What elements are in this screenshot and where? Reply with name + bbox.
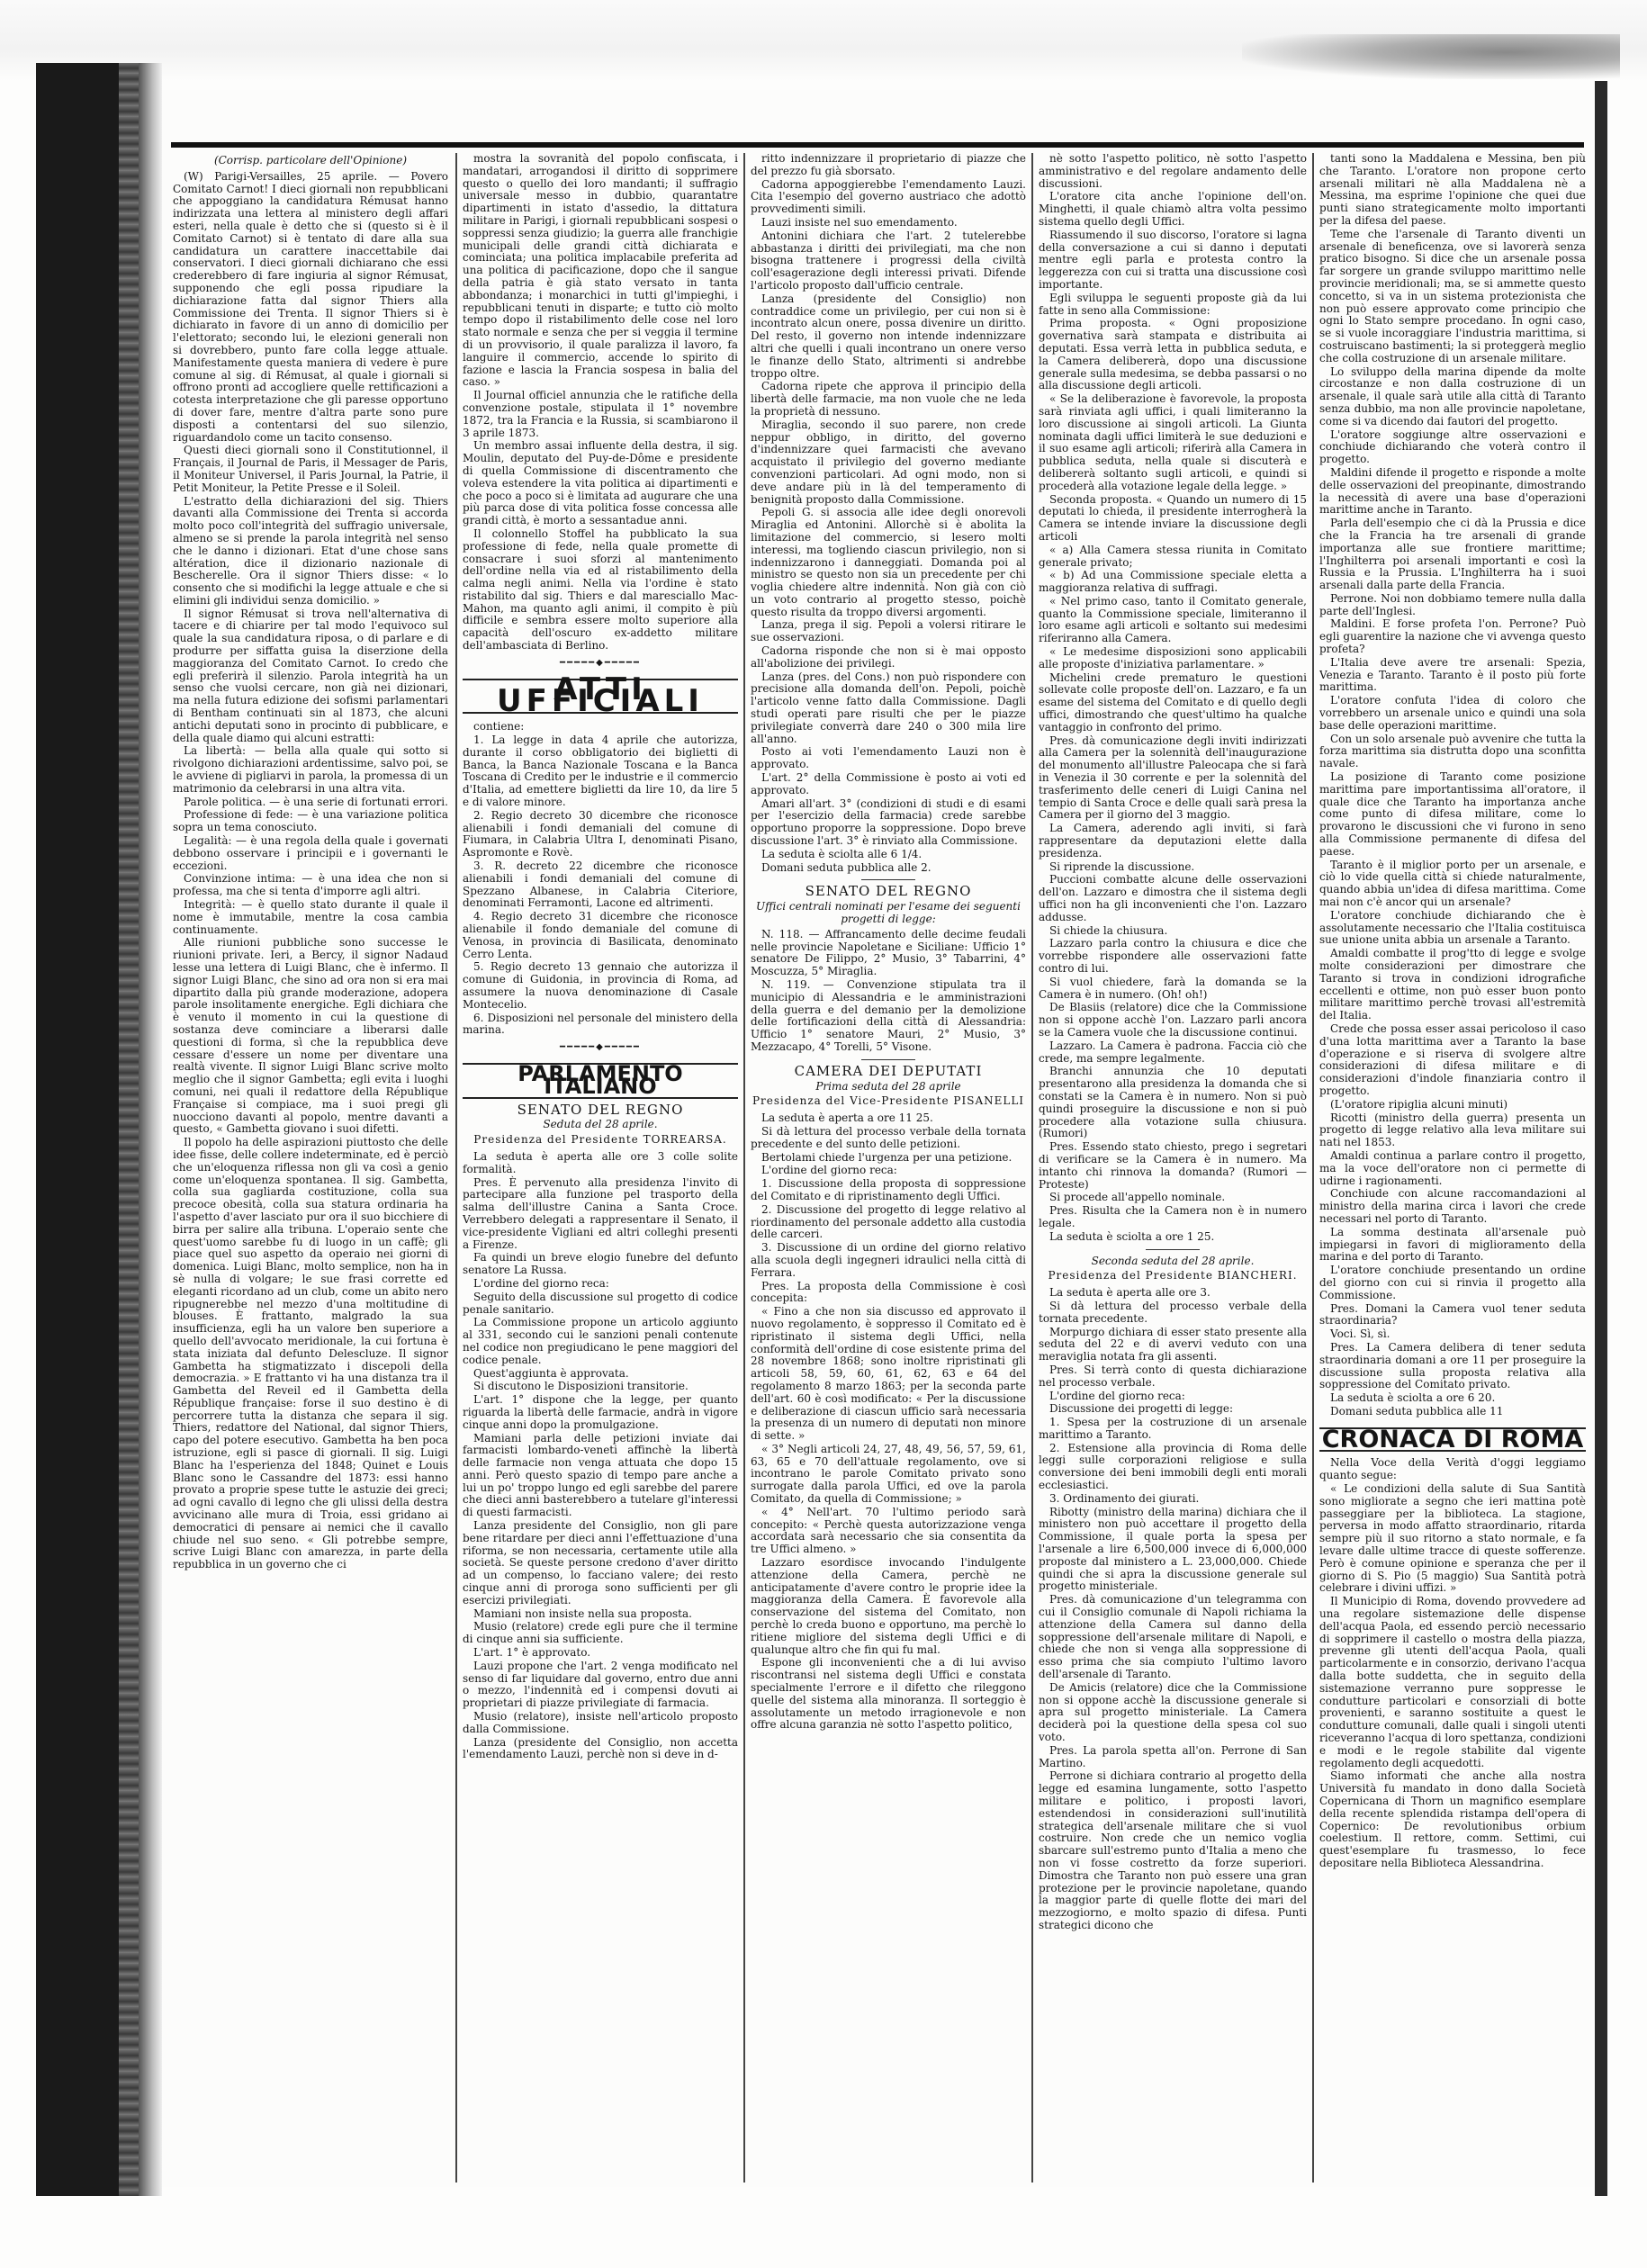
article-paragraph: La seduta è aperta alle ore 3 colle solite formalità. <box>463 1149 738 1175</box>
article-paragraph: Cadorna ripete che approva il principio della libertà delle farmacie, ma non vuole che ne leda la proprietà di nessuno. <box>751 380 1026 418</box>
article-paragraph: Siamo informati che anche alla nostra Università fu mandato in dono dalla Società Copernicana di Thorn un magnifico esemplare della recente splendida ristampa dell'opera di Copernico: De revolutionibus orbium coelestium. Il rettore, comm. Settimi, cui quest'esemplare fu trasmesso, lo fece depositare nella Biblioteca Alessandrina. <box>1319 1769 1586 1869</box>
article-paragraph: L'ordine del giorno reca: <box>473 1276 609 1290</box>
article-paragraph: 3. Discussione di un ordine del giorno relativo alla scuola degli ingegneri idraulici nella città di Ferrara. <box>751 1241 1026 1279</box>
article-paragraph: Seconda proposta. « Quando un numero di 15 deputati lo chieda, il presidente interrogherà la Camera se intende inviare la discussione degli articoli <box>1039 492 1307 543</box>
article-paragraph: Lanza (pres. del Cons.) non può rispondere con precisione alla domanda dell'on. Pepoli, poichè l'articolo venne fatto dalla Commissione. Dagli studi operati pare risulti che per le piazze privilegiate converrà dare 240 o 300 mila lire all'anno. <box>751 670 1026 745</box>
article-paragraph: Lo sviluppo della marina dipende da molte circostanze e non dalla costruzione di un arsenale, il quale sarà utile alla città di Taranto senza dubbio, ma non alle provincie napoletane, come si va dicendo dai fautori del progetto. <box>1319 364 1586 428</box>
article-paragraph: L'art. 1° dispone che la legge, per quanto riguarda la libertà delle farmacie, andrà in vigore cinque anni dopo la promulgazione. <box>463 1393 738 1431</box>
article-paragraph: Con un solo arsenale può avvenire che tutta la forza marittima sia distrutta dopo una sconfitta navale. <box>1319 732 1586 770</box>
article-paragraph: Teme che l'arsenale di Taranto diventi un arsenale di beneficenza, ove si lavorerà senza pratico bisogno. Si dice che un arsenale possa far sorgere un grande sviluppo marittimo nelle provincie meridionali; ma, se si ammette questo concetto, si va in un sistema protezionista che non può essere approvato come principio che ogni lo Stato sempre procedano. In ogni caso, se si vuole incoraggiare l'industria marittima, si costruiscano bastimenti; la si proteggerà meglio che colla costruzione di un arsenale militare. <box>1319 227 1586 364</box>
article-paragraph: mostra la sovranità del popolo confiscata, i mandatari, arrogandosi il diritto di sopprimere questo o quello dei loro mandanti; il suffragio universale messo in dubbio, quarantatre dipartimenti in istato d'assedio, la dittatura militare in Parigi, i giornali repubblicani sospesi o soppressi senza giudizio; la guerra alle franchigie municipali delle grandi città dichiarata e cominciata; una politica implacabile preferita ad una politica di pacificazione, dopo che il sangue della patria è già stato versato in tanta abbondanza; i monarchici in tutti gl'impieghi, i repubblicani tenuti in disparte; e tutto ciò molto tempo dopo il ristabilimento delle cose nel loro stato normale e senza che per si veggia il termine di un provvisorio, il quale paralizza il lavoro, fa languire il commercio, accende lo spirito di fazione e lascia la Francia sospesa in balia del caso. » <box>463 153 738 389</box>
uffici-list <box>751 929 1026 1054</box>
column-2 <box>463 153 738 2182</box>
article-paragraph: Amaldi continua a parlare contro il progetto, ma la voce dell'oratore non ci permette di udirne i ragionamenti. <box>1319 1148 1586 1187</box>
article-paragraph: La Commissione propone un articolo aggiunto al 331, secondo cui le sanzioni penali contenute nel codice non pregiudicano le pene maggiori del codice penale. <box>463 1316 738 1366</box>
article-paragraph: Domani seduta pubblica alle 11 <box>1330 1404 1504 1418</box>
article-paragraph: Lazzaro esordisce invocando l'indulgente attenzione della Camera, perchè ne anticipatamente d'avere contro le proprie idee la maggioranza della Camera. È favorevole alla conservazione del sistema del Comitato, non perchè lo creda buono e opportuno, ma perchè lo ritiene migliore del sistema degli Uffici e di qualunque altro che fin qui fu mal. <box>751 1556 1026 1656</box>
article-paragraph: L'Italia deve avere tre arsenali: Spezia, Venezia e Taranto. Taranto è il posto più forte marittima. <box>1319 655 1586 694</box>
divider <box>861 879 915 880</box>
article-paragraph: Lanza, prega il sig. Pepoli a volersi ritirare le sue osservazioni. <box>751 618 1026 644</box>
right-page-edge <box>1595 81 1607 2196</box>
article-paragraph: nè sotto l'aspetto politico, nè sotto l'aspetto amministrativo e del regolare andamento delle discussioni. <box>1039 153 1307 190</box>
article-paragraph: Domani seduta pubblica alle 2. <box>761 860 932 874</box>
article-paragraph: Fa quindi un breve elogio funebre del defunto senatore La Russa. <box>463 1251 738 1277</box>
article-paragraph: Questi dieci giornali sono il Constitutionnel, il Français, il Journal de Paris, il Messager de Paris, il Moniteur Universel, il Paris Journal, la Patrie, il Petit Moniteur, la Petite Presse e il Soleil. <box>173 444 448 494</box>
article-paragraph: Il Municipio di Roma, dovendo provvedere ad una regolare sistemazione delle dispense dell'acqua Paola, ed essendo perciò necessario di sopprimere il castello o mostra della piazza, prevenne gli utenti dell'acqua Paola, quali particolarmente e in consorzio, derivano l'acqua dalla botte suddetta, che in seguito della sistemazione verranno pure soppresse le condutture particolari e consorziali di botte provenienti, e saranno sostituite a quest le condutture comunali, dalle quali i singoli utenti riceveranno l'acqua di loro spettanza, condizioni e modi e le regole stabilite dal vigente regolamento degli acquedotti. <box>1319 1595 1586 1769</box>
article-paragraph: L'art. 2° della Commissione è posto ai voti ed approvato. <box>751 771 1026 796</box>
article-paragraph: L'ordine del giorno reca: <box>761 1164 897 1177</box>
article-paragraph: N. 119. — Convenzione stipulata tra il municipio di Alessandria e le amministrazioni della guerra e del demanio per la demolizione delle fortificazioni della città di Alessandria: Ufficio 1° senatore Mauri, 2° Musio, 3° Mezzacapo, 4° Torelli, 5° Visone. <box>751 978 1026 1053</box>
article-paragraph: « Le condizioni della salute di Sua Santità sono migliorate a segno che ieri mattina potè passeggiare per la biblioteca. La stagione, perversa in modo affatto straordinario, ritarda sempre più il suo ritorno a stato normale, e fa levare dalle ultime tracce di queste sofferenze. Però è comune opinione e speranza che per il giorno di S. Pio (5 maggio) Sua Santità potrà celebrare i divini uffizi. » <box>1319 1482 1586 1595</box>
uffici-title: Uffici centrali nominati per l'esame dei seguenti progetti di legge: <box>756 900 1021 926</box>
article-paragraph: Michelini crede prematuro le questioni sollevate colle proposte dell'on. Lazzaro, e fa un esame del sistema del Comitato e di quello degli uffici, dimostrando che quest'ultimo ha qualche vantaggio in confronto del primo. <box>1039 670 1307 734</box>
article-paragraph: Espone gli inconvenienti che a di lui avviso riscontransi nel sistema degli Uffici e constata specialmente l'errore e il difetto che rileggono quelle del sistema alla minoranza. Il sorteggio è assolutamente un metodo irragionevole e non offre alcuna garanzia nè sotto l'aspetto politico, <box>751 1656 1026 1732</box>
article-paragraph: tanti sono la Maddalena e Messina, ben più che Taranto. L'oratore non propone certo arsenali militari nè alla Maddalena nè a Messina, ma esprime l'opinione che quei due punti siano strategicamente molto importanti per la difesa del paese. <box>1319 153 1586 227</box>
article-paragraph: Perrone si dichiara contrario al progetto della legge ed esamina lungamente, sotto l'aspetto militare e politico, i proposti lavori, estendendosi in considerazioni sull'inutilità strategica dell'arsenale militare che si vuol costruire. Non crede che un nemico voglia sbarcare sull'estremo punto d'Italia a meno che non vi fosse costretto da forze superiori. Dimostra che Taranto non può essere una gran protezione per le provincie napoletane, quando la maggior parte di quelle flotte dei mari del mezzogiorno, e molto spazio di difesa. Punti strategici dicono che <box>1039 1769 1307 1931</box>
article-paragraph: Amaldi combatte il prog'tto di legge e svolge molte considerazioni per dimostrare che Taranto si trova in condizioni idrografiche eccellenti e ottime, non può esser buon ponto militare marittimo perchè trovasi all'estremità del Italia. <box>1319 947 1586 1022</box>
column-5 <box>1319 153 1586 2182</box>
page-gutter-shadow <box>139 63 162 2196</box>
article-paragraph: N. 118. — Affrancamento delle decime feudali nelle provincie Napoletane e Siciliane: Ufficio 1° senatore De Filippo, 2° Musio, 3° Tabarrini, 4° Moscuzza, 5° Miraglia. <box>751 927 1026 978</box>
article-paragraph: Si dà lettura del processo verbale della tornata precedente e del sunto delle petizioni. <box>751 1124 1026 1150</box>
binding-stitching <box>119 63 139 2196</box>
article-paragraph: Puccioni combatte alcune delle osservazioni dell'on. Lazzaro e dimostra che il sistema degli uffici non ha gli inconvenienti che l'on. Lazzaro addusse. <box>1039 873 1307 923</box>
article-paragraph: Antonini dichiara che l'art. 2 tutelerebbe abbastanza i diritti dei privilegiati, ma che non bisogna trattenere i progressi della civiltà coll'esagerazione degli interessi privati. Difende l'articolo proposto dall'ufficio centrale. <box>751 229 1026 292</box>
senate-presidency: Presidenza del Presidente TORREARSA. <box>473 1133 727 1147</box>
article-paragraph: « Nel primo caso, tanto il Comitato generale, quanto la Commissione speciale, limiteranno il loro esame agli articoli e soltanto sui medesimi riferiranno alla Camera. <box>1039 594 1307 645</box>
second-session-presidency: Presidenza del Presidente BIANCHERI. <box>1048 1269 1298 1282</box>
article-paragraph: contiene: <box>473 720 525 734</box>
article-paragraph: (L'oratore ripiglia alcuni minuti) <box>1330 1097 1508 1111</box>
article-paragraph: Si vuol chiedere, farà la domanda se la Camera è in numero. (Oh! oh!) <box>1039 975 1307 1001</box>
article-paragraph: « Se la deliberazione è favorevole, la proposta sarà rinviata agli uffici, i quali limiteranno la loro discussione ai singoli articoli. La Giunta nominata dagli uffici limiterà le sue deduzioni e il suo esame agli articoli; riferirà alla Camera in pubblica seduta, nella quale si discuterà e delibererà soltanto sugli articoli, e quindi si procederà alla votazione legale della legge. » <box>1039 392 1307 492</box>
article-paragraph: Si dà lettura del processo verbale della tornata precedente. <box>1039 1299 1307 1325</box>
article-paragraph: La Camera, aderendo agli inviti, si farà rappresentare da deputazioni elette dalla presidenza. <box>1039 822 1307 860</box>
article-paragraph: Lanza (presidente del Consiglio) non contraddice come un privilegio, per cui non si è incontrato alcun onere, possa divenire un diritto. Del resto, il governo non intende indennizzare altri che quelli i quali incontrano un onere verso le finanze dello Stato, altrimenti si andrebbe troppo oltre. <box>751 292 1026 380</box>
article-paragraph: 3. R. decreto 22 dicembre che riconosce alienabili i fondi demaniali del comune di Spezzano Albanese, in Calabria Citeriore, denominati Ferramonti, Lacone ed altrimenti. <box>463 860 738 910</box>
article-paragraph: Si procede all'appello nominale. <box>1049 1191 1226 1204</box>
article-paragraph: Lazzaro. La Camera è padrona. Faccia ciò che crede, ma sempre legalmente. <box>1039 1039 1307 1065</box>
article-paragraph: Il popolo ha delle aspirazioni piuttosto che delle idee fisse, delle collere indeterminate, ed è perciò che un'eloquenza riflessa non gli va così a genio come un'eloquenza spontanea. Il sig. Gambetta, colla sua gagliarda costituzione, colla sua precoce obesità, colla sua statura ordinaria ha l'aspetto d'aver lasciato pur ora il suo bicchiere di birra per salire alla tribuna. L'operaio sente che quest'uomo sarebbe fu di luogo in un caffè; gli piace quel suo aspetto da operaio nei giorni di domenica. Luigi Blanc, molto semplice, non ha in sè nulla di volgare; le sue frasi corrette ed eleganti ricordano ad un club, come un abito nero ripugnerebbe nel mezzo d'una moltitudine di blouses. È frattanto, malgrado la sua insufficienza, egli ha un valore ben superiore a quello dell'avvocato meridionale, la cui fortuna è stata iniziata dal defunto Delescluze. Il signor Gambetta ha stigmatizzato i discepoli della democrazia. » E frattanto vi ha una distanza tra il Gambetta del Reveil ed il Gambetta della République française: forse il suo destino è di percorrere tutta la distanza che separa il sig. Thiers, redattore del National, dal signor Thiers, capo del potere esecutivo. Gambetta ha ben poca istruzione, egli si pasce di giornali. Il sig. Luigi Blanc ha l'esperienza del 1848; Quinet e Louis Blanc sono le Cassandre del 1873: essi hanno provato a proprie spese tutte le astuzie dei greci; ad ogni cavallo di legno che gli ulissi della destra avvicinano alle mura di Troia, essi gridano ai democratici di pensare ai nemici che il cavallo chiude nel suo seno. « Gli potrebbe sempre, scrive Luigi Blanc con amarezza, in parte della repubblica in un governo che ci <box>173 1136 448 1571</box>
article-paragraph: L'estratto della dichiarazioni del sig. Thiers davanti alla Commissione dei Trenta si accorda molto poco coll'integrità del suffragio universale, almeno se si prende la parola integrità nel senso che le danno i dizionari. Etat d'une chose sans altération, dice il dizionario nazionale di Bescherelle. Ora il signor Thiers disse: « lo consento che si modifichi la legge attuale e che si elimini gli individui senza domicilio. » <box>173 494 448 607</box>
article-paragraph: Riassumendo il suo discorso, l'oratore si lagna della conversazione a cui si danno i deputati mentre egli parla e protesta contro la leggerezza con cui si tratta una discussione così importante. <box>1039 228 1307 291</box>
camera-proceedings <box>751 1112 1026 1732</box>
article-paragraph: Alle riunioni pubbliche sono successe le riunioni private. Ieri, a Bercy, il signor Nadaud lesse una lettera di Luigi Blanc, che è infermo. Il signor Luigi Blanc, che sino ad ora non si era mai dipartito dalla più grande moderazione, adopera parole insolitamente energiche. Egli dichiara che è venuto il momento in cui la questione di sostanza deve cominciare a liberarsi dalle questioni di forma, sì che la repubblica deve cessare d'essere un nome per diventare una realtà vivente. Il signor Luigi Blanc scrive molto meglio che il signor Gambetta; egli evita i luoghi comuni, nei quali il redattore della République Française si compiace, ma i suoi pregi gli nuocciono davanti al popolo, mentre davanti a questo, « Gambetta giovano i suoi difetti. <box>173 936 448 1136</box>
article-paragraph: 1. La legge in data 4 aprile che autorizza, durante il corso obbligatorio dei biglietti di Banca, la Banca Nazionale Toscana e la Banca Toscana di Credito per le industrie e il commercio d'Italia, ad emettere biglietti da lire 10, da lire 5 e di valore minore. <box>463 734 738 809</box>
article-paragraph: Mamiani parla delle petizioni inviate dai farmacisti lombardo-veneti affinchè la libertà delle farmacie non venga attuata che dopo 15 anni. Però questo spazio di tempo pare anche a lui un po' troppo lungo ed egli sarebbe del parere che dieci anni basterebbero a tutelare gl'interessi di questi farmacisti. <box>463 1431 738 1519</box>
article-paragraph: Il signor Rémusat si trova nell'alternativa di tacere e di chiarire per tal modo l'equivoco sul quale la sua candidatura riposa, o di parlare e di produrre per siffatta guisa la diserzione della maggioranza del Comitato Carnot. Io credo che egli preferirà il silenzio. Parola integrità ha un senso che vuolsi cercare, non già nei dizionari, ma nella futura edizione dei sofismi parlamentari di Bentham continuati sin al 1873, che alcuni antichi deputati sono in procinto di pubblicare, e della quale diamo qui alcuni estratti: <box>173 607 448 744</box>
parlamento-heading: PARLAMENTO ITALIANO <box>463 1063 738 1099</box>
article-paragraph: Conchiude con alcune raccomandazioni al ministro della marina circa i lavori che crede necessari nel porto di Taranto. <box>1319 1187 1586 1225</box>
article-paragraph: Lauzi insiste nel suo emendamento. <box>761 215 958 229</box>
article-paragraph: Convinzione intima: — è una idea che non si professa, ma che si tenta d'imporre agli altri. <box>173 872 448 898</box>
senate-session-date: Seduta del 28 aprile. <box>543 1118 658 1131</box>
scan-shadow-smudge <box>1242 34 1620 79</box>
column-1 <box>173 153 448 2182</box>
column-5-body <box>1319 153 1586 1418</box>
article-paragraph: Musio (relatore) crede egli pure che il termine di cinque anni sia sufficiente. <box>463 1620 738 1646</box>
article-paragraph: « Fino a che non sia discusso ed approvato il nuovo regolamento, è soppresso il Comitato ed è ripristinato il sistema degli Uffici, nella conformità dell'ordine di cose esistente prima del 28 novembre 1868; sono inoltre ripristinati gli articoli 58, 59, 60, 61, 62, 63 e 64 del regolamento 8 marzo 1863; per la seconda parte dell'art. 60 è così modificato: « Per la discussione e deliberazione di ciascun ufficio sarà necessaria la presenza di un numero di deputati non minore di sette. » <box>751 1305 1026 1443</box>
article-paragraph: Pres. Domani la Camera vuol tener seduta straordinaria? <box>1319 1301 1586 1328</box>
section-ornament: ━━━━━◆━━━━━ <box>560 1042 641 1053</box>
article-paragraph: 2. Discussione del progetto di legge relativo al riordinamento del personale addetto alla custodia delle carceri. <box>751 1202 1026 1241</box>
article-paragraph: Lanza (presidente del Consiglio, non accetta l'emendamento Lauzi, perchè non si deve in d- <box>463 1735 738 1761</box>
article-paragraph: Pres. Essendo stato chiesto, prego i segretari di verificare se la Camera è in numero. Ma intanto chi rinnova la domanda? (Rumori — Proteste) <box>1039 1140 1307 1191</box>
article-paragraph: Pres. Si terrà conto di questa dichiarazione nel processo verbale. <box>1039 1363 1307 1389</box>
article-paragraph: « 4° Nell'art. 70 l'ultimo periodo sarà concepito: « Perchè questa autorizzazione venga accordata sarà necessario che sia consentita da tre Uffici almeno. » <box>751 1505 1026 1556</box>
article-paragraph: Il Journal officiel annunzia che le ratifiche della convenzione postale, stipulata il 1° novembre 1872, tra la Francia e la Russia, si scambiarono il 3 aprile 1873. <box>463 389 738 439</box>
column-2-body <box>463 153 738 652</box>
article-paragraph: Pres. La Camera delibera di tener seduta straordinaria domani a ore 11 per proseguire la discussione sulla proposta relativa alla soppressione del Comitato privato. <box>1319 1340 1586 1391</box>
article-paragraph: Pres. dà comunicazione d'un telegramma con cui il Consiglio comunale di Napoli richiama la attenzione della Camera sul danno della soppressione dell'arsenale militare di Napoli, e chiede che non si venga alla soppressione di esso prima che sia compiuto l'ultimo lavoro dell'arsenale di Taranto. <box>1039 1593 1307 1681</box>
article-paragraph: L'art. 1° è approvato. <box>473 1646 591 1660</box>
article-paragraph: Il colonnello Stoffel ha pubblicato la sua professione di fede, nella quale promette di consacrare i suoi sforzi al mantenimento dell'ordine nella via ed al ristabilimento della calma negli animi. Nella via l'ordine è stato ristabilito dal sig. Thiers e dal maresciallo Mac-Mahon, ma quanto agli animi, il compito è più difficile e sembra essere molto superiore alla capacità dell'oscuro ex-addetto militare dell'ambasciata di Berlino. <box>463 526 738 652</box>
article-paragraph: Musio (relatore), insiste nell'articolo proposto dalla Commissione. <box>463 1710 738 1735</box>
divider <box>861 1059 915 1060</box>
camera-presidency: Presidenza del Vice-Presidente PISANELLI <box>752 1094 1025 1108</box>
column-4-body <box>1039 153 1307 1244</box>
senate-title: SENATO DEL REGNO <box>517 1101 684 1118</box>
article-paragraph: La somma destinata all'arsenale può impiegarsi in favori di miglioramento della marina e del porto di Taranto. <box>1319 1225 1586 1264</box>
article-paragraph: Cadorna appoggierebbe l'emendamento Lauzi. Cita l'esempio del governo austriaco che adottò provvedimenti simili. <box>751 177 1026 216</box>
camera-session-date: Prima seduta del 28 aprile <box>815 1079 961 1093</box>
article-paragraph: Mamiani non insiste nella sua proposta. <box>473 1606 692 1620</box>
article-paragraph: Pres. Risulta che la Camera non è in numero legale. <box>1039 1204 1307 1229</box>
article-paragraph: Miraglia, secondo il suo parere, non crede neppur obbligo, in diritto, del governo d'indennizzare quei farmacisti che avevano acquistato il privilegio del governo mediante convenzioni particolari. Ad ogni modo, non si deve andare più in là del temperamento di benignità proposto dalla Commissione. <box>751 418 1026 506</box>
article-paragraph: Ricotti (ministro della guerra) presenta un progetto di legge relativo alla leva militare sui nati nel 1853. <box>1319 1111 1586 1149</box>
cronaca-body <box>1319 1457 1586 1869</box>
article-paragraph: Parla dell'esempio che ci dà la Prussia e dice che la Francia ha tre arsenali di grande importanza alle sue frontiere marittime; l'Inghilterra poi arsenali importanti e così la Russia e la Prussia. L'Inghilterra ha i suoi arsenali dalla parte della Francia. <box>1319 517 1586 592</box>
article-paragraph: Lanza presidente del Consiglio, non gli pare bene ritardare per dieci anni l'effettuazione d'una riforma, se non necessaria, certamente utile alla società. Se queste persone credono d'aver diritto ad un compenso, lo facciano valere; dei resto cinque anni di proroga sono sufficienti per gli esercizi privilegiati. <box>463 1519 738 1606</box>
article-paragraph: La seduta è sciolta alle 6 1/4. <box>761 847 922 860</box>
header-rule <box>171 142 1584 148</box>
article-paragraph: Branchi annunzia che 10 deputati presentarono alla presidenza la domanda che si constati se la Camera è in numero. Non si può quindi proseguire la discussione e non si può procedere alla votazione sulla chiusura. (Rumori) <box>1039 1065 1307 1140</box>
article-paragraph: « a) Alla Camera stessa riunita in Comitato generale privato; <box>1039 543 1307 569</box>
article-paragraph: Taranto è il miglior porto per un arsenale, e ciò lo vide quella città si chiede naturalmente, quando abbia un'idea di difesa marittima. Come mai non c'è ancor qui un arsenale? <box>1319 858 1586 909</box>
senate-title: SENATO DEL REGNO <box>805 883 972 900</box>
column-rule <box>1312 153 1314 2182</box>
second-session-date: Seconda seduta del 28 aprile. <box>1091 1254 1255 1267</box>
second-session-proceedings <box>1039 1287 1307 1932</box>
article-paragraph: Cadorna risponde che non si è mai opposto all'abolizione dei privilegi. <box>751 644 1026 670</box>
atti-ufficiali-body <box>463 721 738 1037</box>
camera-title: CAMERA DEI DEPUTATI <box>794 1062 983 1079</box>
section-ornament: ━━━━━◆━━━━━ <box>560 657 641 668</box>
column-rule <box>1031 153 1033 2182</box>
column-3 <box>751 153 1026 2182</box>
article-paragraph: La seduta è sciolta a ore 1 25. <box>1049 1229 1215 1243</box>
article-paragraph: Si riprende la discussione. <box>1049 860 1195 873</box>
article-paragraph: De Blasiis (relatore) dice che la Commissione non si oppone acchè l'on. Lazzaro parli ancora se la Camera vuole che la discussione continui. <box>1039 1001 1307 1039</box>
article-paragraph: Perrone. Noi non dobbiamo temere nulla dalla parte dell'Inglesi. <box>1319 591 1586 617</box>
article-paragraph: 2. Estensione alla provincia di Roma delle leggi sulle corporazioni religiose e sulla conversione dei beni immobili degli enti morali ecclesiastici. <box>1039 1441 1307 1492</box>
article-paragraph: Maldini. E forse profeta l'on. Perrone? Può egli guarentire la nazione che vi avvenga questo profeta? <box>1319 617 1586 656</box>
article-paragraph: La posizione di Taranto come posizione marittima pare importantissima all'oratore, il quale dice che Taranto ha importanza anche come punto di difesa militare, come lo provarono le discussioni che vi furono in seno alla Commissione permanente di difesa del paese. <box>1319 770 1586 858</box>
article-paragraph: De Amicis (relatore) dice che la Commissione non si oppone acchè la discussione generale si apra sul progetto ministeriale. La Camera deciderà poi la questione della spesa col suo voto. <box>1039 1680 1307 1744</box>
column-rule <box>743 153 745 2182</box>
article-paragraph: Voci. Sì, sì. <box>1330 1328 1390 1341</box>
article-paragraph: « Le medesime disposizioni sono applicabili alle proposte d'iniziativa parlamentare. » <box>1039 645 1307 670</box>
article-paragraph: L'ordine del giorno reca: <box>1049 1389 1185 1402</box>
senate-proceedings <box>463 1151 738 1761</box>
divider <box>1146 1249 1200 1250</box>
article-paragraph: Lauzi propone che l'art. 2 venga modificato nel senso di far liquidare dal governo, entro due anni o mezzo, l'indennità ed i compensi dovuti ai proprietari di piazze privilegiate di farmacia. <box>463 1659 738 1710</box>
column-4 <box>1039 153 1307 2182</box>
article-paragraph: Ribotty (ministro della marina) dichiara che il ministero non può accettare il progetto della Commissione, il quale porta la spesa per l'arsenale a lire 6,500,000 invece di 6,000,000 proposte dal ministero a L. 23,000,000. Chiede quindi che si apra la discussione generale sul progetto ministeriale. <box>1039 1505 1307 1593</box>
correspondent-credit: (Corrisp. particolare dell'Opinione) <box>213 154 408 166</box>
cronaca-di-roma-heading: CRONACA DI ROMA <box>1319 1427 1586 1453</box>
column-3-body <box>751 153 1026 874</box>
article-paragraph: 1. Discussione della proposta di soppressione del Comitato e di ripristinamento degli Uffici. <box>751 1177 1026 1202</box>
article-paragraph: « 3° Negli articoli 24, 27, 48, 49, 56, 57, 59, 61, 63, 65 e 70 dell'attuale regolamento, ove si incontrano le parole Comitato privato sono surrogate dalla parola Uffici, ed ove la parola Comitato, da quella di Commissione; » <box>751 1442 1026 1506</box>
article-paragraph: Integrità: — è quello stato durante il quale il nome è immutabile, mentre la cosa cambia continuamente. <box>173 898 448 936</box>
article-paragraph: Pepoli G. si associa alle idee degli onorevoli Miraglia ed Antonini. Allorchè si è abolita la limitazione del commercio, si lesero molti interessi, ma togliendo ciascun privilegio, non si indennizzarono i danneggiati. Domanda poi al ministro se questo non sia un precedente per chi voglia chiedere altre indennità. Non già con ciò un voto contrario al progetto stesso, poichè questo risulta da troppo diversi argomenti. <box>751 506 1026 618</box>
article-paragraph: L'oratore confuta l'idea di coloro che vorrebbero un arsenale unico e quindi una sola base delle operazioni marittime. <box>1319 694 1586 732</box>
article-paragraph: Pres. dà comunicazione degli inviti indirizzati alla Camera per la solennità dell'inaugurazione del monumento all'illustre Paleocapa che si farà in Venezia il 30 corrente e per la solennità del trasferimento delle ceneri di Luigi Canina nel tempio di Santa Croce e delle quali sarà presa la Camera per il giorno del 3 maggio. <box>1039 734 1307 822</box>
article-paragraph: Seguito della discussione sul progetto di codice penale sanitario. <box>463 1290 738 1316</box>
article-paragraph: Morpurgo dichiara di esser stato presente alla seduta del 22 e di avervi veduto con una meraviglia notata fra gli assenti. <box>1039 1325 1307 1364</box>
article-paragraph: 3. Ordinamento dei giurati. <box>1049 1491 1200 1505</box>
article-paragraph: Si chiede la chiusura. <box>1049 923 1168 937</box>
article-paragraph: « b) Ad una Commissione speciale eletta a maggioranza relativa di suffragi. <box>1039 569 1307 595</box>
article-paragraph: Nella Voce della Verità d'oggi leggiamo quanto segue: <box>1319 1456 1586 1482</box>
article-paragraph: 5. Regio decreto 13 gennaio che autorizza il comune di Guidonia, in provincia di Roma, ad assumere la nuova denominazione di Casale Montecelio. <box>463 960 738 1011</box>
article-paragraph: L'oratore soggiunge altre osservazioni e conchiude dichiarando che voterà contro il progetto. <box>1319 428 1586 466</box>
article-paragraph: Legalità: — è una regola della quale i governati debbono osservare i principii e i governanti le eccezioni. <box>173 834 448 872</box>
column-1-body <box>173 171 448 1571</box>
article-paragraph: Lazzaro parla contro la chiusura e dice che vorrebbe rispondere alle osservazioni fatte contro di lui. <box>1039 937 1307 975</box>
article-paragraph: La libertà: — bella alla quale qui sotto si rivolgono dichiarazioni ardentissime, salvo poi, se le avviene di pigliarvi in parola, la promessa di un matrimonio da celebrarsi in una altra vita. <box>173 744 448 795</box>
article-paragraph: ritto indennizzare il proprietario di piazze che del prezzo fu già sborsato. <box>751 153 1026 177</box>
article-paragraph: L'oratore conchiude presentando un ordine del giorno con cui si rinvia il progetto alla Commissione. <box>1319 1264 1586 1301</box>
article-paragraph: Un membro assai influente della destra, il sig. Moulin, deputato del Puy-de-Dôme e presidente di quella Commissione di discentramento che voleva estendere la vita politica ai dipartimenti e che poco a poco si è limitata ad augurare che una più parca dose di vita politica fosse concessa alle grandi città, è morto a sessantadue anni. <box>463 439 738 527</box>
article-paragraph: Bertolami chiede l'urgenza per una petizione. <box>761 1150 1012 1164</box>
article-paragraph: Pres. La proposta della Commissione è così concepita: <box>751 1279 1026 1305</box>
article-paragraph: 1. Spesa per la costruzione di un arsenale marittimo a Taranto. <box>1039 1416 1307 1441</box>
article-paragraph: Professione di fede: — è una variazione politica sopra un tema conosciuto. <box>173 808 448 834</box>
article-paragraph: Quest'aggiunta è approvata. <box>473 1366 629 1380</box>
article-paragraph: La seduta è sciolta a ore 6 20. <box>1330 1391 1496 1405</box>
article-paragraph: La seduta è aperta a ore 11 25. <box>761 1112 933 1125</box>
article-paragraph: Pres. È pervenuto alla presidenza l'invito di partecipare alla funzione pel trasporto della salma dell'illustre Canina a Santa Croce. Verrebbero delegati a rappresentare il Senato, il vice-presidente Vigliani ed altri colleghi presenti a Firenze. <box>463 1175 738 1251</box>
article-paragraph: (W) Parigi-Versailles, 25 aprile. — Povero Comitato Carnot! I dieci giornali non repubblicani che appoggiano la candidatura Rémusat hanno indirizzata una lettera al ministero degli affari esteri, nella quale è detto che si (questo si è il Comitato Carnot) si è tentato di dare alla sua candidatura un carattere inaccettabile dai conservatori. I dieci giornali dichiarano che essi crederebbero di fare ingiuria al signor Rémusat, supponendo che egli possa ripudiare la dichiarazione fatta dal signor Thiers alla Commissione dei Trenta. Il signor Thiers si è dichiarato in favore di un anno di domicilio per l'elettorato; secondo lui, le elezioni generali non si dovrebbero, punto fare colla legge attuale. Manifestamente questa maniera di vedere è pure comune al sig. di Rémusat, al quale i giornali si offrono pronti ad accogliere quelle rettificazioni a cotesta interpretazione che gli paresse opportuno di dover fare, mentre d'altra parte sono pure disposti a contentarsi del suo silenzio, riguardandolo come un tacito consenso. <box>173 169 448 444</box>
article-paragraph: Si discutono le Disposizioni transitorie. <box>473 1380 688 1393</box>
article-paragraph: Pres. La parola spetta all'on. Perrone di San Martino. <box>1039 1743 1307 1769</box>
article-paragraph: Posto ai voti l'emendamento Lauzi non è approvato. <box>751 745 1026 771</box>
article-paragraph: 6. Disposizioni nel personale del ministero della marina. <box>463 1011 738 1037</box>
atti-ufficiali-heading: ATTI UFFICIALI <box>463 679 738 715</box>
article-paragraph: Egli sviluppa le seguenti proposte già da lui fatte in seno alla Commissione: <box>1039 291 1307 317</box>
article-paragraph: La seduta è aperta alle ore 3. <box>1049 1286 1210 1300</box>
article-paragraph: 2. Regio decreto 30 dicembre che riconosce alienabili i fondi demaniali del comune di Fiumara, in Calabria Ultra I, denominati Pisano, Aspromonte e Rovè. <box>463 808 738 860</box>
article-paragraph: Discussione dei progetti di legge: <box>1049 1402 1234 1416</box>
article-paragraph: Amari all'art. 3° (condizioni di studi e di esami per l'esercizio della farmacia) crede sarebbe opportuno proporre la soppressione. Dopo breve discussione l'art. 3° è rinviato alla Commissione. <box>751 796 1026 848</box>
article-paragraph: L'oratore cita anche l'opinione dell'on. Minghetti, il quale chiamò altra volta pessimo sistema quello degli Uffici. <box>1039 190 1307 228</box>
article-paragraph: 4. Regio decreto 31 dicembre che riconosce alienabile il fondo demaniale del comune di Venosa, in provincia di Basilicata, denominato Cerro Lenta. <box>463 910 738 960</box>
article-paragraph: Prima proposta. « Ogni proposizione governativa sarà stampata e distribuita ai deputati. Essa verrà letta in pubblica seduta, e la Camera delibererà, dopo una discussione generale sulla medesima, se debba passarsi o no alla discussione degli articoli. <box>1039 317 1307 392</box>
article-paragraph: Crede che possa esser assai pericoloso il caso d'una lotta marittima aver a Taranto la base d'operazione e si riserva di svolgere altre considerazioni di difesa militare e di considerazioni d'indole finanziaria contro il progetto. <box>1319 1022 1586 1097</box>
column-rule <box>455 153 457 2182</box>
article-paragraph: Maldini difende il progetto e risponde a molte delle osservazioni del preopinante, dimostrando la necessità di avere una base d'operazioni marittime anche in Taranto. <box>1319 465 1586 517</box>
article-paragraph: Parole politica. — è una serie di fortunati errori. <box>184 795 448 808</box>
article-paragraph: L'oratore conchiude dichiarando che è assolutamente necessario che l'Italia costituisca sue unione unita abbia un arsenale a Taranto. <box>1319 908 1586 947</box>
